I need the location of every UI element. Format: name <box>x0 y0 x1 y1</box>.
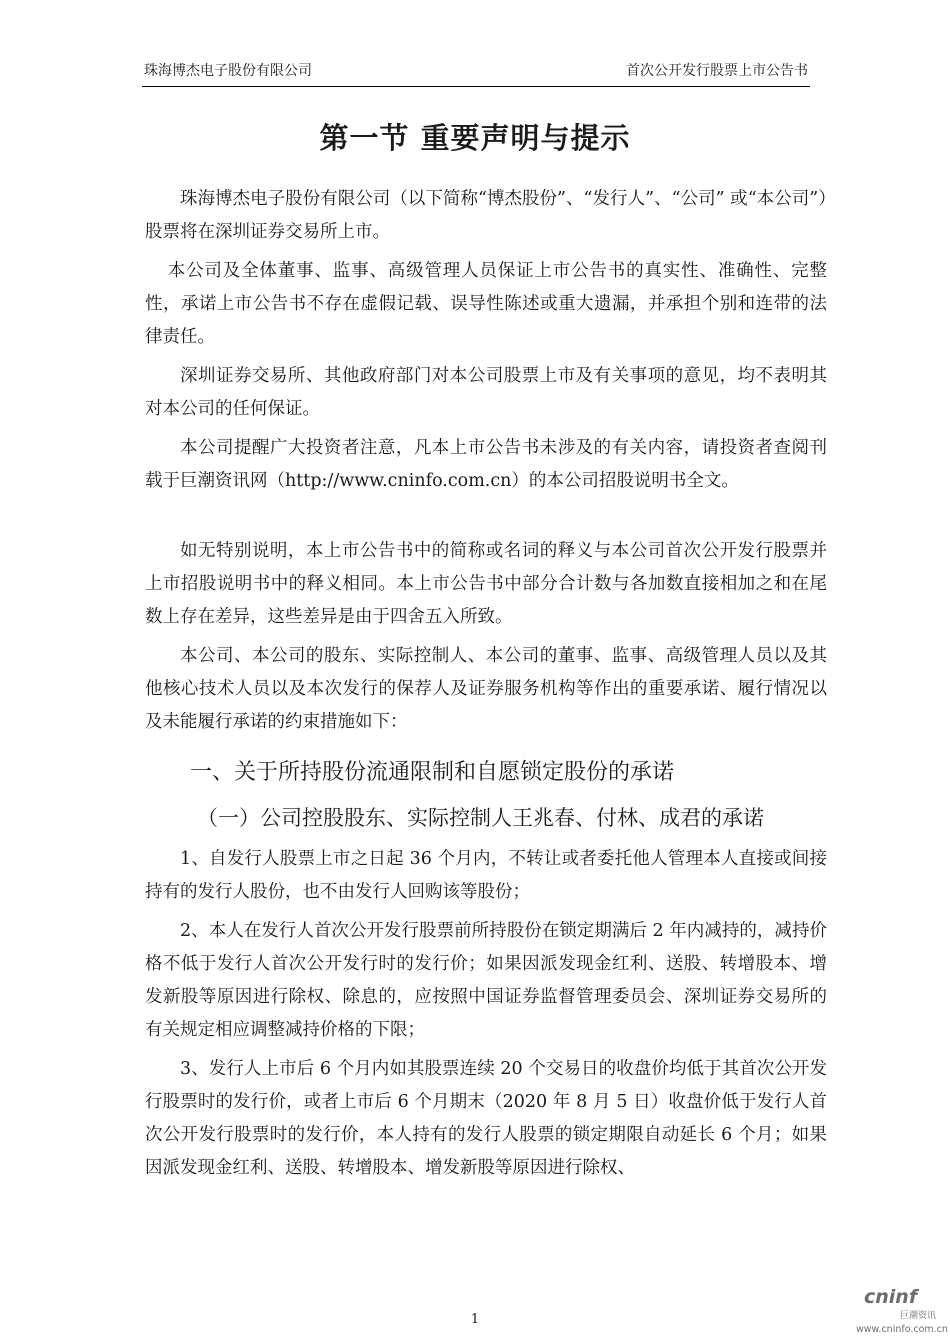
section-title: 第一节 重要声明与提示 <box>319 121 631 155</box>
paragraph-intro: 珠海博杰电子股份有限公司（以下简称“博杰股份”、“发行人”、“公司” 或“本公司”）股票将在深圳证券交易所上市。 <box>145 189 827 242</box>
spacer <box>145 504 827 535</box>
section-heading: 一、关于所持股份流通限制和自愿锁定股份的承诺 <box>190 760 675 785</box>
logo-chinese-name: 巨潮资讯 <box>900 1311 937 1321</box>
header-company: 珠海博杰电子股份有限公司 <box>144 63 312 79</box>
paragraph-reminder: 本公司提醒广大投资者注意，凡本上市公告书未涉及的有关内容，请投资者查阅刊载于巨潮资讯网（http://www.cninfo.com.cn）的本公司招股说明书全文。 <box>145 438 827 491</box>
commitment-item-2: 2、本人在发行人首次公开发行股票前所持股份在锁定期满后 2 年内减持的，减持价格不低于发行人首次公开发行时的发行价；如果因派发现金红利、送股、转增股本、增发新股等原因进行除权、除息的，应按照中国证券监督管理委员会、深圳证券交易所的有关规定相应调整减持价格的下限； <box>145 921 827 1040</box>
logo-brand: cninf <box>864 1286 918 1308</box>
paragraph-responsibility: 本公司及全体董事、监事、高级管理人员保证上市公告书的真实性、准确性、完整性，承诺上市公告书不存在虚假记载、误导性陈述或重大遗漏，并承担个别和连带的法律责任。 <box>145 261 827 347</box>
commitment-item-3: 3、发行人上市后 6 个月内如其股票连续 20 个交易日的收盘价均低于其首次公开发行股票时的发行价，或者上市后 6 个月期末（2020 年 8 月 5 日）收盘价低于发行人首次公开发行股票时的发行价，本人持有的发行人股票的锁定期限自动延长 6 个月；如果因派发现金红利、送股、转增股本、增发新股等原因进行除权、 <box>145 1059 827 1178</box>
commitment-item-1: 1、自发行人股票上市之日起 36 个月内，不转让或者委托他人管理本人直接或间接持有的发行人股份，也不由发行人回购该等股份； <box>145 849 827 902</box>
paragraph-commitments: 本公司、本公司的股东、实际控制人、本公司的董事、监事、高级管理人员以及其他核心技术人员以及本次发行的保荐人及证券服务机构等作出的重要承诺、履行情况以及未能履行承诺的约束措施如下： <box>145 646 827 732</box>
document-body <box>145 183 827 1191</box>
paragraph-exchange: 深圳证券交易所、其他政府部门对本公司股票上市及有关事项的意见，均不表明其对本公司的任何保证。 <box>145 366 827 419</box>
header-doc-type: 首次公开发行股票上市公告书 <box>626 63 808 79</box>
subsection-heading: （一）公司控股股东、实际控制人王兆春、付林、成君的承诺 <box>197 806 764 830</box>
cninfo-logo <box>856 1286 948 1342</box>
page-header <box>142 52 810 87</box>
paragraph-definitions: 如无特别说明，本上市公告书中的简称或名词的释义与本公司首次公开发行股票并上市招股说明书中的释义相同。本上市公告书中部分合计数与各加数直接相加之和在尾数上存在差异，这些差异是由于四舍五入所致。 <box>145 541 827 627</box>
page-number: 1 <box>470 1312 480 1327</box>
logo-url: www.cninfo.com.cn <box>856 1324 948 1335</box>
